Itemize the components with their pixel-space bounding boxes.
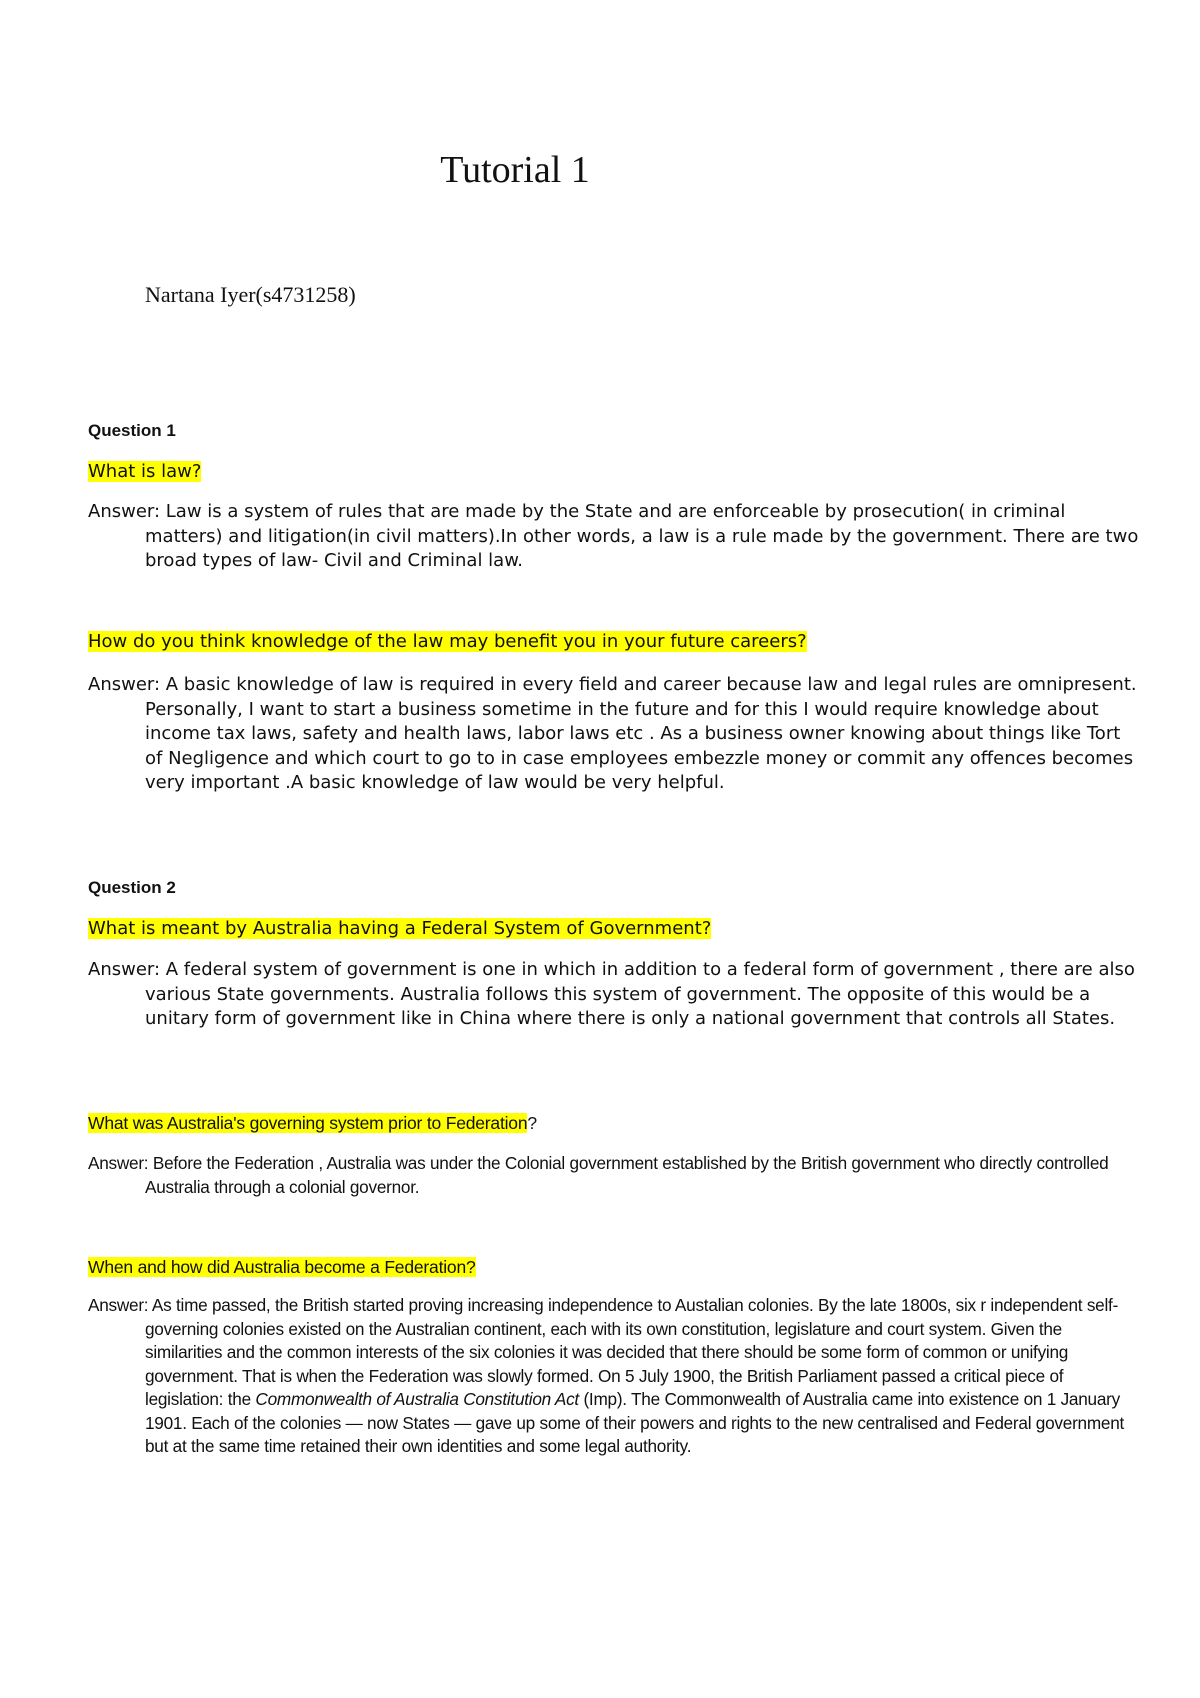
question-2-answer-1	[88, 958, 1140, 1032]
answer-text-part-1: Answer: As time passed, the British started proving increasing independence to Austalian colonies. By the late 1800s, six r independent self-governing colonies existed on the Australian continent, each with its own constitution, legislature and court system. Given the similarities and the common interests of the six colonies it was decided that there should be some form of common or unifying government. That is when the Federation was slowly formed. On 5 July 1900, the British Parliament passed a critical piece of legislation: the	[88, 1295, 1119, 1409]
question-2-prompt-3	[88, 1255, 476, 1279]
question-2-prompt-1	[88, 917, 711, 941]
prompt-highlight: When and how did Australia become a Federation?	[88, 1257, 476, 1277]
answer-text	[88, 1294, 1125, 1459]
question-1-prompt-2	[88, 630, 807, 654]
prompt-tail: ?	[527, 1113, 537, 1133]
answer-text: Answer: Before the Federation , Australia was under the Colonial government established by the British government who directly controlled Australia through a colonial governor.	[88, 1153, 1109, 1197]
prompt-highlight: What is law?	[88, 461, 202, 482]
prompt-highlight: What is meant by Australia having a Federal System of Government?	[88, 918, 712, 939]
prompt-highlight: How do you think knowledge of the law may benefit you in your future careers?	[88, 631, 807, 652]
question-1-prompt-1	[88, 460, 201, 484]
answer-text: Answer: A basic knowledge of law is required in every field and career because law and legal rules are omnipresent. Personally, I want to start a business sometime in the future and for this I would require knowledge about income tax laws, safety and health laws, labor laws etc . As a business owner knowing about things like Tort of Negligence and which court to go to in case employees embezzle money or commit any offences becomes very important .A basic knowledge of law would be very helpful.	[88, 674, 1137, 793]
answer-text-part-2: (Imp). The Commonwealth of Australia came into existence on 1 January 1901. Each of the colonies — now States — gave up some of their powers and rights to the new centralised and Federal government but at the same time retained their own identities and some legal authority.	[145, 1389, 1125, 1456]
answer-text: Answer: A federal system of government is one in which in addition to a federal form of government , there are also various State governments. Australia follows this system of government. The opposite of this would be a unitary form of government like in China where there is only a national government that controls all States.	[88, 959, 1135, 1029]
question-2-heading: Question 2	[88, 878, 176, 897]
question-1-heading: Question 1	[88, 421, 176, 440]
author-name: Nartana Iyer(s4731258)	[145, 282, 356, 307]
prompt-highlight: What was Australia's governing system prior to Federation	[88, 1113, 528, 1133]
question-2-answer-3	[88, 1294, 1125, 1459]
question-2-answer-2	[88, 1152, 1125, 1199]
question-1-answer-2	[88, 673, 1140, 796]
question-1-answer-1	[88, 500, 1140, 574]
question-2-prompt-2	[88, 1111, 537, 1135]
page-title: Tutorial 1	[440, 149, 590, 191]
act-title: Commonwealth of Australia Constitution Act	[255, 1389, 579, 1409]
answer-text: Answer: Law is a system of rules that are made by the State and are enforceable by prosecution( in criminal matters) and litigation(in civil matters).In other words, a law is a rule made by the government. There are two broad types of law- Civil and Criminal law.	[88, 501, 1139, 571]
